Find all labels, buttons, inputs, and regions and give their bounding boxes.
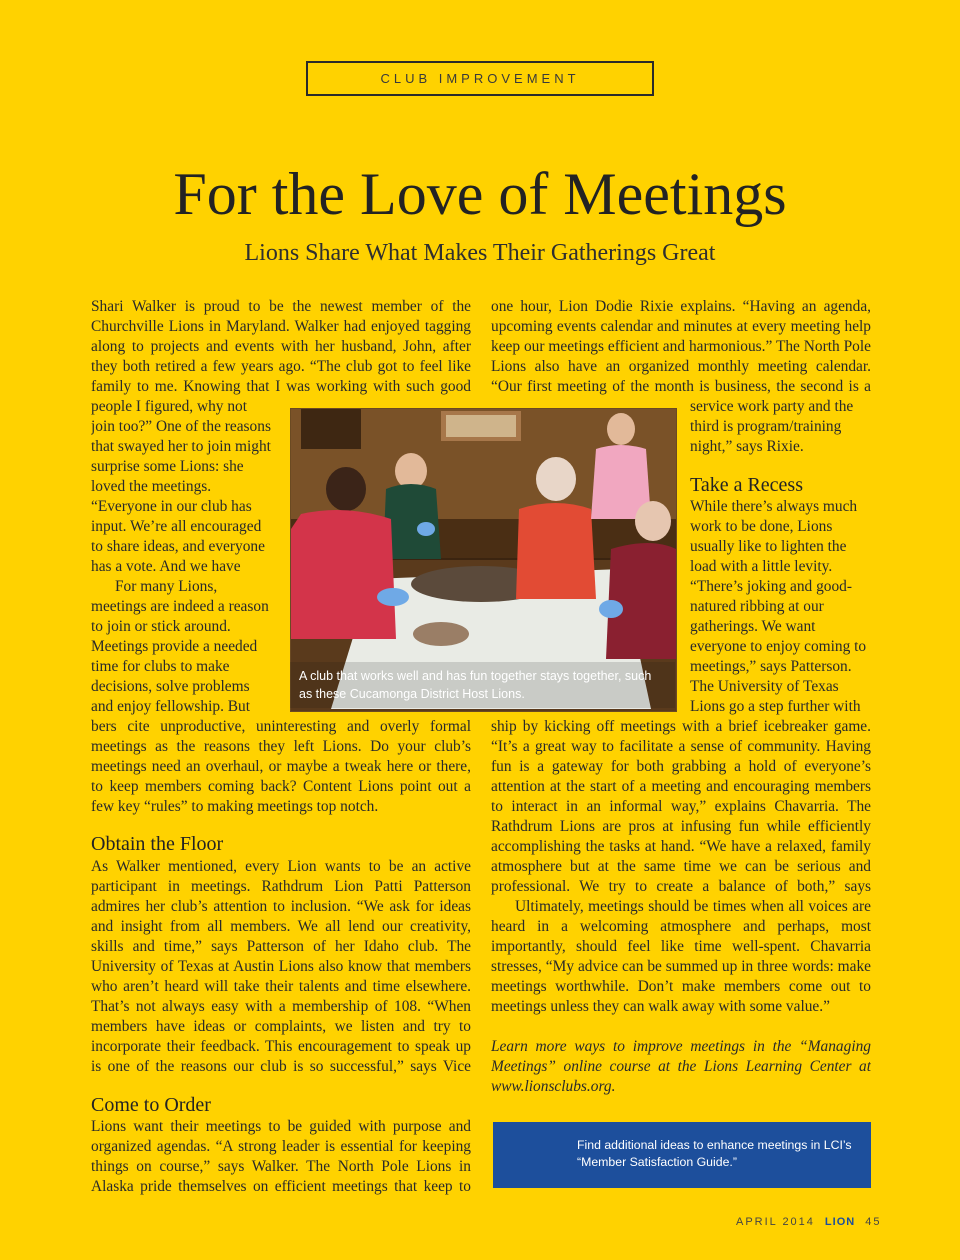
photo-caption: A club that works well and has fun together stays together, such as these Cucamonga District Host Lions. bbox=[290, 662, 675, 708]
callout-box bbox=[493, 1122, 871, 1188]
article-subtitle: Lions Share What Makes Their Gatherings Great bbox=[244, 240, 716, 266]
section-label: CLUB IMPROVEMENT bbox=[306, 61, 654, 96]
callout-text: Find additional ideas to enhance meetings in LCI’s “Member Satisfaction Guide.” bbox=[577, 1138, 852, 1169]
page-footer bbox=[736, 1216, 881, 1228]
paragraph-final: Ultimately, meetings should be times when all voices are heard in a welcoming atmosphere and perhaps, most importantly, should feel like time well-spent. Chavarria stresses, “My advice can be summed up in three words: make meetings worthwhile. Don’t make members come out to meetings unless they can walk away with some value.” bbox=[491, 898, 871, 1015]
left-paragraph-1: Shari Walker is proud to be the newest member of the Churchville Lions in Maryland. Walker had enjoyed tagging along to projects and events with her husband, John, after they both retired a few years ago. “The club got to feel like family to me. Knowing that I was working with such good bbox=[91, 298, 471, 395]
heading-obtain-the-floor: Obtain the Floor bbox=[91, 833, 224, 855]
page-number: 45 bbox=[865, 1216, 882, 1228]
learn-more-note: Learn more ways to improve meetings in the “Managing Meetings” online course at the Lions Learning Center at www.lionsclubs.org. bbox=[491, 1038, 871, 1095]
heading-take-a-recess: Take a Recess bbox=[690, 474, 803, 496]
right-paragraph-1: one hour, Lion Dodie Rixie explains. “Having an agenda, upcoming events calendar and minutes at every meeting help keep our meetings efficient and harmonious.” The North Pole Lions also have an organized monthly meeting calendar. “Our first meeting of the month is business, the second is a bbox=[491, 298, 871, 395]
paragraph-take-a-recess: ship by kicking off meetings with a brief icebreaker game. “It’s a great way to facilitate a sense of community. Having fun is a gateway for both grabbing a hold of everyone’s attention at the start of a meeting and encouraging members to interact in an informal way,” explains Chavarria. The Rathdrum Lions are pros at infusing fun while efficiently accomplishing the tasks at hand. “We have a relaxed, family atmosphere but at the same time we can be serious and professional. We try to create a balance of both,” says bbox=[491, 718, 871, 895]
footer-date: APRIL 2014 bbox=[736, 1216, 815, 1228]
paragraph-obtain-the-floor: As Walker mentioned, every Lion wants to be an active participant in meetings. Rathdrum Lion Patti Patterson admires her club’s attention to inclusion. “We ask for ideas and insight from all members. We all lend our creativity, skills and time,” says Patterson of her Idaho club. The University of Texas at Austin Lions also know that members who aren’t heard will take their talents and time elsewhere. That’s not always easy with a membership of 108. “When members have ideas or complaints, we listen and try to incorporate their feedback. This encouragement to speak up is one of the reasons our club is so successful,” says Vice bbox=[91, 858, 471, 1075]
heading-come-to-order: Come to Order bbox=[91, 1094, 211, 1116]
paragraph-come-to-order: Lions want their meetings to be guided with purpose and organized agendas. “A strong leader is essential for keeping things on course,” says Walker. The North Pole Lions in Alaska pride themselves on efficient meetings that keep to bbox=[91, 1118, 471, 1195]
left-paragraph-2-wrap: For many Lions, meetings are indeed a reason to join or stick around. Meetings provide a needed time for clubs to make decisions, solve problems and enjoy fellowship. But bbox=[91, 578, 269, 715]
footer-magazine: LION bbox=[824, 1216, 856, 1228]
left-paragraph-1-wrap: people I figured, why not join too?” One of the reasons that swayed her to join might surprise some Lions: she loved the meetings. “Everyone in our club has input. We’re all encouraged to share ideas, and everyone has a vote. And we have bbox=[91, 398, 271, 575]
left-paragraph-2: bers cite unproductive, uninteresting and overly formal meetings as the reasons they left Lions. Do your club’s meetings need an overhaul, or maybe a tweak here or there, to keep members coming back? Content Lions point out a few key “rules” to making meetings top notch. bbox=[91, 718, 471, 815]
article-title: For the Love of Meetings bbox=[173, 161, 787, 227]
right-paragraph-1-wrap: service work party and the third is program/training night,” says Rixie. bbox=[690, 398, 854, 455]
paragraph-take-a-recess-wrap: While there’s always much work to be done, Lions usually like to lighten the load with a little levity. “There’s joking and good-natured ribbing at our gatherings. We want everyone to enjoy coming to meetings,” says Patterson. The University of Texas Lions go a step further with bbox=[690, 498, 867, 715]
